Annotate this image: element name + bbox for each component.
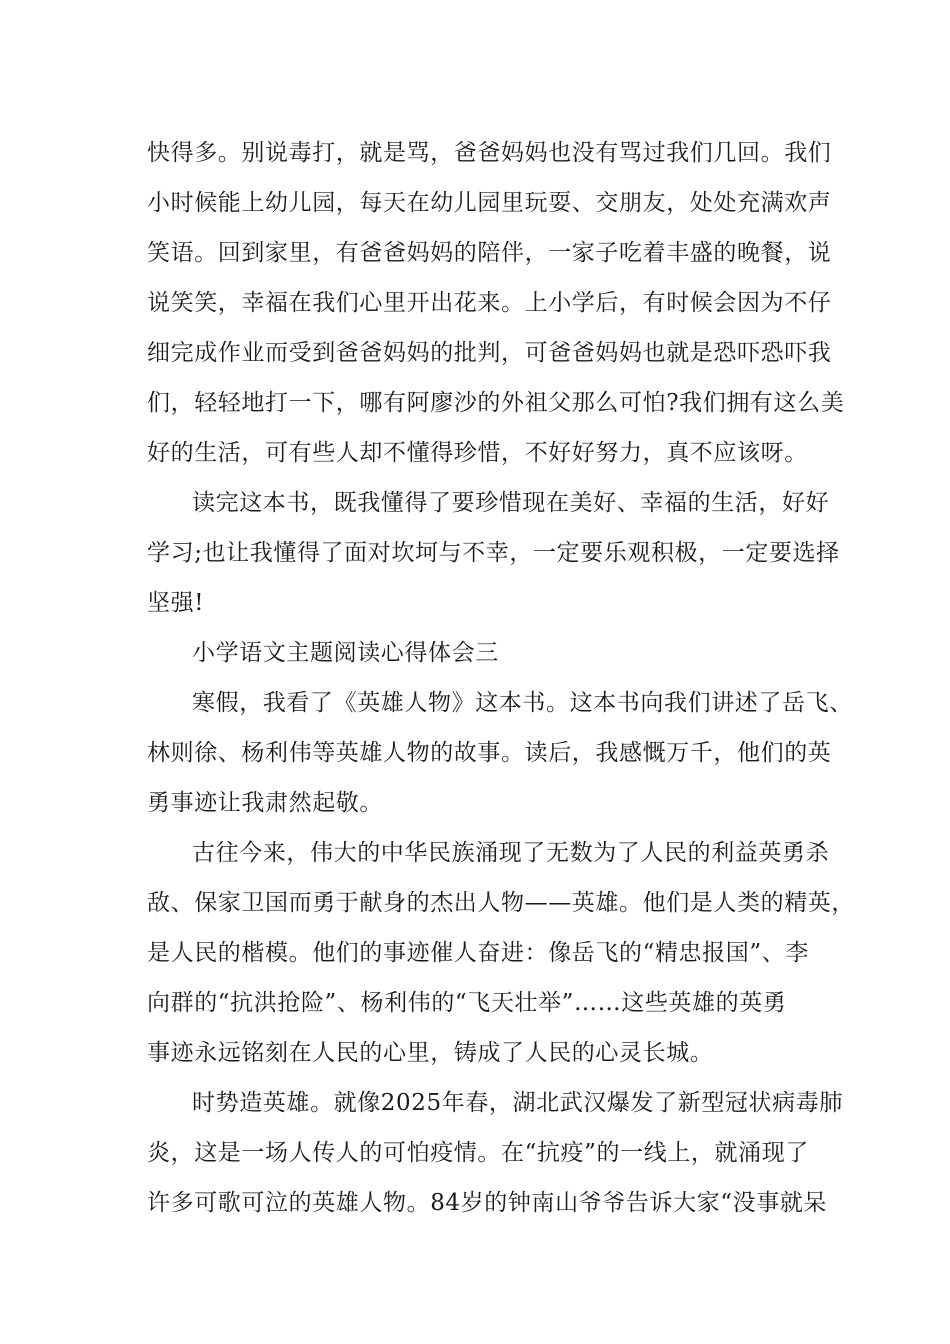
text-line: 好的生活，可有些人却不懂得珍惜，不好好努力，真不应该呀。: [147, 440, 808, 466]
text-line: 们，轻轻地打一下，哪有阿廖沙的外祖父那么可怕?我们拥有这么美: [147, 390, 845, 416]
text-line: 细完成作业而受到爸爸妈妈的批判，可爸爸妈妈也就是恐吓恐吓我: [147, 340, 832, 366]
text-line: 事迹永远铭刻在人民的心里，铸成了人民的心灵长城。: [147, 1040, 714, 1066]
text-line: 读完这本书，既我懂得了要珍惜现在美好、幸福的生活，好好: [192, 490, 830, 516]
text-line: 小时候能上幼儿园，每天在幼儿园里玩耍、交朋友，处处充满欢声: [147, 190, 832, 216]
text-line: 林则徐、杨利伟等英雄人物的故事。读后，我感慨万千，他们的英: [147, 740, 832, 766]
text-line: 勇事迹让我肃然起敬。: [147, 790, 383, 816]
text-line: 向群的“抗洪抢险”、杨利伟的“飞天壮举”……这些英雄的英勇: [147, 990, 787, 1016]
text-line: 许多可歌可泣的英雄人物。84岁的钟南山爷爷告诉大家“没事就呆: [147, 1190, 828, 1216]
text-line: 坚强!: [147, 590, 205, 616]
text-line: 敌、保家卫国而勇于献身的杰出人物——英雄。他们是人类的精英，: [147, 890, 855, 916]
text-line: 时势造英雄。就像2025年春，湖北武汉爆发了新型冠状病毒肺: [192, 1090, 843, 1116]
section-heading: 小学语文主题阅读心得体会三: [192, 640, 499, 666]
text-line: 炎，这是一场人传人的可怕疫情。在“抗疫”的一线上，就涌现了: [147, 1140, 809, 1166]
text-line: 是人民的楷模。他们的事迹催人奋进：像岳飞的“精忠报国”、李: [147, 940, 809, 966]
text-line: 寒假，我看了《英雄人物》这本书。这本书向我们讲述了岳飞、: [192, 690, 853, 716]
text-line: 说笑笑，幸福在我们心里开出花来。上小学后，有时候会因为不仔: [147, 290, 832, 316]
text-line: 学习;也让我懂得了面对坎坷与不幸，一定要乐观积极，一定要选择: [147, 540, 840, 566]
text-line: 古往今来，伟大的中华民族涌现了无数为了人民的利益英勇杀: [192, 840, 830, 866]
text-line: 笑语。回到家里，有爸爸妈妈的陪伴，一家子吃着丰盛的晚餐，说: [147, 240, 832, 266]
text-line: 快得多。别说毒打，就是骂，爸爸妈妈也没有骂过我们几回。我们: [147, 140, 832, 166]
